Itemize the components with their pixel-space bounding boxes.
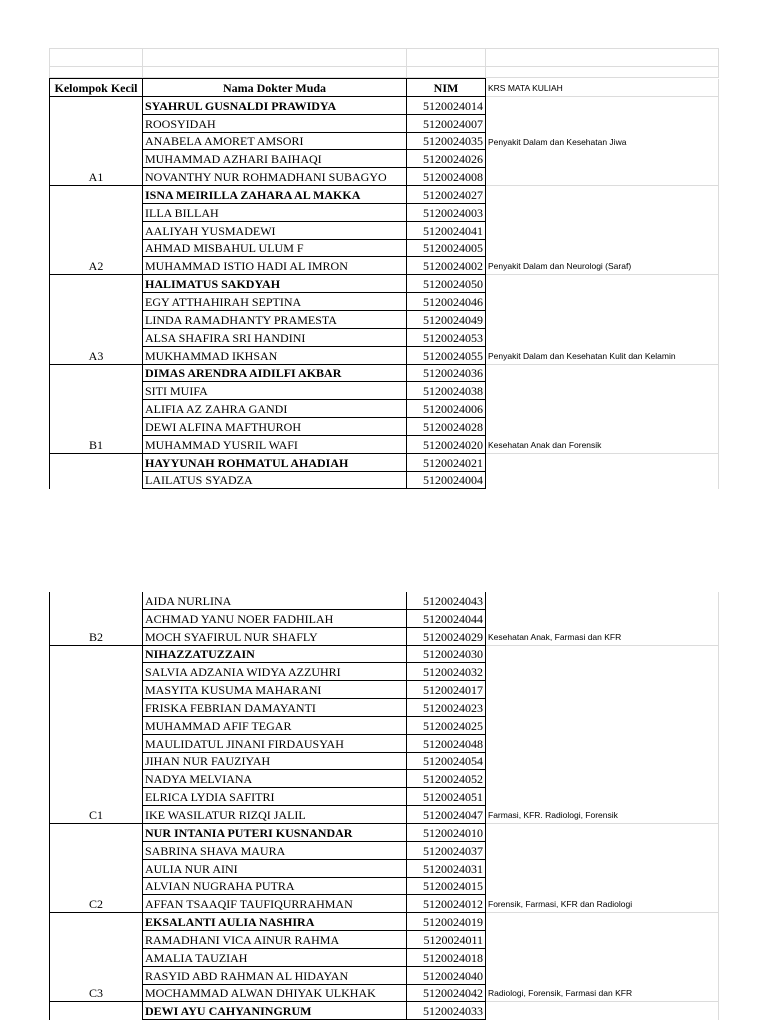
table-row — [50, 948, 719, 966]
table-row — [50, 806, 719, 824]
table-row — [50, 913, 719, 931]
group-cell — [50, 400, 143, 418]
name-cell: JIHAN NUR FAUZIYAH — [143, 752, 407, 770]
header-nim: NIM — [407, 79, 486, 97]
group-cell: B2 — [50, 627, 143, 645]
name-cell: EGY ATTHAHIRAH SEPTINA — [143, 293, 407, 311]
table-row — [50, 859, 719, 877]
group-cell — [50, 788, 143, 806]
name-cell: LINDA RAMADHANTY PRAMESTA — [143, 310, 407, 328]
table-row — [50, 1002, 719, 1020]
nim-cell: 5120024046 — [407, 293, 486, 311]
krs-cell — [486, 752, 719, 770]
krs-cell — [486, 859, 719, 877]
table-row — [50, 592, 719, 609]
nim-cell: 5120024015 — [407, 877, 486, 895]
table-row — [50, 966, 719, 984]
name-cell: NUR INTANIA PUTERI KUSNANDAR — [143, 823, 407, 841]
table-row — [50, 699, 719, 717]
krs-cell — [486, 609, 719, 627]
group-cell — [50, 382, 143, 400]
nim-cell: 5120024054 — [407, 752, 486, 770]
student-table-2 — [49, 592, 719, 1020]
table-row — [50, 895, 719, 913]
group-cell — [50, 734, 143, 752]
group-cell: A1 — [50, 168, 143, 186]
table-row — [50, 400, 719, 418]
table-row — [50, 877, 719, 895]
sheet-page-1 — [0, 0, 768, 500]
table-row — [50, 823, 719, 841]
header-krs: KRS MATA KULIAH — [486, 79, 719, 97]
krs-cell — [486, 770, 719, 788]
name-cell: AALIYAH YUSMADEWI — [143, 221, 407, 239]
krs-cell — [486, 275, 719, 293]
group-cell: B1 — [50, 435, 143, 453]
krs-cell — [486, 663, 719, 681]
table-row — [50, 734, 719, 752]
name-cell: MUHAMMAD YUSRIL WAFI — [143, 435, 407, 453]
group-cell — [50, 823, 143, 841]
group-cell — [50, 716, 143, 734]
name-cell: HAYYUNAH ROHMATUL AHADIAH — [143, 453, 407, 471]
nim-cell: 5120024005 — [407, 239, 486, 257]
table-header-row — [50, 79, 719, 97]
name-cell: NIHAZZATUZZAIN — [143, 645, 407, 663]
krs-cell: Kesehatan Anak dan Forensik — [486, 435, 719, 453]
group-cell — [50, 203, 143, 221]
nim-cell: 5120024018 — [407, 948, 486, 966]
table-row — [50, 186, 719, 204]
nim-cell: 5120024049 — [407, 310, 486, 328]
table-row — [50, 453, 719, 471]
table-row — [50, 609, 719, 627]
table-row — [50, 645, 719, 663]
name-cell: SABRINA SHAVA MAURA — [143, 841, 407, 859]
name-cell: AHMAD MISBAHUL ULUM F — [143, 239, 407, 257]
krs-cell — [486, 734, 719, 752]
krs-cell — [486, 328, 719, 346]
name-cell: MASYITA KUSUMA MAHARANI — [143, 681, 407, 699]
nim-cell: 5120024033 — [407, 1002, 486, 1020]
name-cell: MOCH SYAFIRUL NUR SHAFLY — [143, 627, 407, 645]
nim-cell: 5120024027 — [407, 186, 486, 204]
group-cell — [50, 752, 143, 770]
krs-cell — [486, 221, 719, 239]
nim-cell: 5120024003 — [407, 203, 486, 221]
krs-cell: Farmasi, KFR. Radiologi, Forensik — [486, 806, 719, 824]
group-cell — [50, 877, 143, 895]
empty-row — [50, 66, 719, 77]
name-cell: RASYID ABD RAHMAN AL HIDAYAN — [143, 966, 407, 984]
nim-cell: 5120024021 — [407, 453, 486, 471]
krs-cell — [486, 418, 719, 436]
name-cell: ACHMAD YANU NOER FADHILAH — [143, 609, 407, 627]
krs-cell — [486, 966, 719, 984]
krs-cell — [486, 239, 719, 257]
nim-cell: 5120024023 — [407, 699, 486, 717]
krs-cell — [486, 150, 719, 168]
group-cell — [50, 186, 143, 204]
table-body-2 — [50, 592, 719, 1020]
table-row — [50, 435, 719, 453]
name-cell: SALVIA ADZANIA WIDYA AZZUHRI — [143, 663, 407, 681]
name-cell: MOCHAMMAD ALWAN DHIYAK ULKHAK — [143, 984, 407, 1002]
group-cell: C2 — [50, 895, 143, 913]
name-cell: AMALIA TAUZIAH — [143, 948, 407, 966]
name-cell: NOVANTHY NUR ROHMADHANI SUBAGYO — [143, 168, 407, 186]
krs-cell — [486, 788, 719, 806]
table-row — [50, 382, 719, 400]
krs-cell — [486, 203, 719, 221]
table-row — [50, 114, 719, 132]
nim-cell: 5120024048 — [407, 734, 486, 752]
table-row — [50, 328, 719, 346]
name-cell: ISNA MEIRILLA ZAHARA AL MAKKA — [143, 186, 407, 204]
name-cell: SITI MUIFA — [143, 382, 407, 400]
krs-cell: Radiologi, Forensik, Farmasi dan KFR — [486, 984, 719, 1002]
name-cell: ANABELA AMORET AMSORI — [143, 132, 407, 150]
nim-cell: 5120024035 — [407, 132, 486, 150]
table-row — [50, 627, 719, 645]
krs-cell — [486, 453, 719, 471]
name-cell: AULIA NUR AINI — [143, 859, 407, 877]
nim-cell: 5120024038 — [407, 382, 486, 400]
krs-cell — [486, 364, 719, 382]
krs-cell — [486, 931, 719, 949]
nim-cell: 5120024002 — [407, 257, 486, 275]
table-row — [50, 310, 719, 328]
group-cell — [50, 681, 143, 699]
table-row — [50, 96, 719, 114]
name-cell: MUHAMMAD AFIF TEGAR — [143, 716, 407, 734]
table-row — [50, 364, 719, 382]
name-cell: ILLA BILLAH — [143, 203, 407, 221]
name-cell: EKSALANTI AULIA NASHIRA — [143, 913, 407, 931]
group-cell — [50, 328, 143, 346]
nim-cell: 5120024029 — [407, 627, 486, 645]
nim-cell: 5120024019 — [407, 913, 486, 931]
group-cell — [50, 609, 143, 627]
table-row — [50, 150, 719, 168]
group-cell — [50, 239, 143, 257]
nim-cell: 5120024030 — [407, 645, 486, 663]
name-cell: ROOSYIDAH — [143, 114, 407, 132]
name-cell: RAMADHANI VICA AINUR RAHMA — [143, 931, 407, 949]
group-cell — [50, 453, 143, 471]
group-cell — [50, 841, 143, 859]
nim-cell: 5120024044 — [407, 609, 486, 627]
group-cell — [50, 948, 143, 966]
nim-cell: 5120024052 — [407, 770, 486, 788]
group-cell — [50, 645, 143, 663]
table-row — [50, 203, 719, 221]
krs-cell — [486, 841, 719, 859]
student-table-1 — [49, 78, 719, 489]
name-cell: IKE WASILATUR RIZQI JALIL — [143, 806, 407, 824]
name-cell: MUKHAMMAD IKHSAN — [143, 346, 407, 364]
group-cell — [50, 114, 143, 132]
group-cell — [50, 931, 143, 949]
krs-cell — [486, 823, 719, 841]
sheet-page-2 — [0, 590, 768, 1024]
table-row — [50, 663, 719, 681]
group-cell — [50, 364, 143, 382]
table-row — [50, 418, 719, 436]
group-cell — [50, 275, 143, 293]
table-row — [50, 931, 719, 949]
table-row — [50, 984, 719, 1002]
krs-cell — [486, 293, 719, 311]
group-cell — [50, 132, 143, 150]
krs-cell — [486, 96, 719, 114]
name-cell: LAILATUS SYADZA — [143, 471, 407, 489]
table-row — [50, 293, 719, 311]
group-cell — [50, 310, 143, 328]
nim-cell: 5120024037 — [407, 841, 486, 859]
group-cell — [50, 471, 143, 489]
krs-cell — [486, 681, 719, 699]
group-cell — [50, 859, 143, 877]
name-cell: ALIFIA AZ ZAHRA GANDI — [143, 400, 407, 418]
table-row — [50, 275, 719, 293]
name-cell: ALVIAN NUGRAHA PUTRA — [143, 877, 407, 895]
group-cell — [50, 418, 143, 436]
nim-cell: 5120024032 — [407, 663, 486, 681]
nim-cell: 5120024011 — [407, 931, 486, 949]
krs-cell — [486, 716, 719, 734]
group-cell — [50, 1002, 143, 1020]
nim-cell: 5120024055 — [407, 346, 486, 364]
group-cell — [50, 699, 143, 717]
nim-cell: 5120024043 — [407, 592, 486, 609]
nim-cell: 5120024050 — [407, 275, 486, 293]
nim-cell: 5120024051 — [407, 788, 486, 806]
group-cell — [50, 592, 143, 609]
nim-cell: 5120024026 — [407, 150, 486, 168]
name-cell: ALSA SHAFIRA SRI HANDINI — [143, 328, 407, 346]
name-cell: MAULIDATUL JINANI FIRDAUSYAH — [143, 734, 407, 752]
group-cell — [50, 150, 143, 168]
name-cell: DEWI AYU CAHYANINGRUM — [143, 1002, 407, 1020]
krs-cell — [486, 699, 719, 717]
krs-cell — [486, 948, 719, 966]
empty-row — [50, 49, 719, 67]
krs-cell — [486, 592, 719, 609]
nim-cell: 5120024006 — [407, 400, 486, 418]
name-cell: AIDA NURLINA — [143, 592, 407, 609]
nim-cell: 5120024014 — [407, 96, 486, 114]
group-cell: A3 — [50, 346, 143, 364]
nim-cell: 5120024017 — [407, 681, 486, 699]
krs-cell — [486, 471, 719, 489]
nim-cell: 5120024004 — [407, 471, 486, 489]
table-row — [50, 239, 719, 257]
krs-cell — [486, 186, 719, 204]
nim-cell: 5120024047 — [407, 806, 486, 824]
table-row — [50, 346, 719, 364]
nim-cell: 5120024053 — [407, 328, 486, 346]
name-cell: NADYA MELVIANA — [143, 770, 407, 788]
table-row — [50, 788, 719, 806]
group-cell: C1 — [50, 806, 143, 824]
group-cell: C3 — [50, 984, 143, 1002]
krs-cell: Kesehatan Anak, Farmasi dan KFR — [486, 627, 719, 645]
table-row — [50, 770, 719, 788]
name-cell: ELRICA LYDIA SAFITRI — [143, 788, 407, 806]
header-group: Kelompok Kecil — [50, 79, 143, 97]
nim-cell: 5120024007 — [407, 114, 486, 132]
krs-cell: Penyakit Dalam dan Kesehatan Kulit dan Kelamin — [486, 346, 719, 364]
table-row — [50, 752, 719, 770]
nim-cell: 5120024012 — [407, 895, 486, 913]
group-cell — [50, 966, 143, 984]
table-row — [50, 168, 719, 186]
krs-cell — [486, 645, 719, 663]
krs-cell — [486, 1002, 719, 1020]
group-cell — [50, 293, 143, 311]
nim-cell: 5120024008 — [407, 168, 486, 186]
nim-cell: 5120024031 — [407, 859, 486, 877]
group-cell — [50, 221, 143, 239]
table-body-1 — [50, 96, 719, 489]
krs-cell — [486, 114, 719, 132]
nim-cell: 5120024028 — [407, 418, 486, 436]
group-cell — [50, 663, 143, 681]
table-row — [50, 221, 719, 239]
nim-cell: 5120024036 — [407, 364, 486, 382]
krs-cell — [486, 310, 719, 328]
krs-cell — [486, 382, 719, 400]
name-cell: DIMAS ARENDRA AIDILFI AKBAR — [143, 364, 407, 382]
name-cell: DEWI ALFINA MAFTHUROH — [143, 418, 407, 436]
name-cell: FRISKA FEBRIAN DAMAYANTI — [143, 699, 407, 717]
krs-cell — [486, 400, 719, 418]
nim-cell: 5120024010 — [407, 823, 486, 841]
nim-cell: 5120024020 — [407, 435, 486, 453]
group-cell — [50, 913, 143, 931]
table-row — [50, 257, 719, 275]
table-row — [50, 132, 719, 150]
table-row — [50, 841, 719, 859]
group-cell: A2 — [50, 257, 143, 275]
name-cell: SYAHRUL GUSNALDI PRAWIDYA — [143, 96, 407, 114]
nim-cell: 5120024040 — [407, 966, 486, 984]
nim-cell: 5120024042 — [407, 984, 486, 1002]
nim-cell: 5120024041 — [407, 221, 486, 239]
krs-cell — [486, 877, 719, 895]
krs-cell: Penyakit Dalam dan Neurologi (Saraf) — [486, 257, 719, 275]
name-cell: MUHAMMAD AZHARI BAIHAQI — [143, 150, 407, 168]
group-cell — [50, 770, 143, 788]
header-name: Nama Dokter Muda — [143, 79, 407, 97]
krs-cell — [486, 168, 719, 186]
nim-cell: 5120024025 — [407, 716, 486, 734]
krs-cell: Forensik, Farmasi, KFR dan Radiologi — [486, 895, 719, 913]
name-cell: HALIMATUS SAKDYAH — [143, 275, 407, 293]
name-cell: MUHAMMAD ISTIO HADI AL IMRON — [143, 257, 407, 275]
table-row — [50, 471, 719, 489]
krs-cell: Penyakit Dalam dan Kesehatan Jiwa — [486, 132, 719, 150]
group-cell — [50, 96, 143, 114]
krs-cell — [486, 913, 719, 931]
spreadsheet-grid-top — [49, 48, 719, 78]
name-cell: AFFAN TSAAQIF TAUFIQURRAHMAN — [143, 895, 407, 913]
table-row — [50, 716, 719, 734]
table-row — [50, 681, 719, 699]
